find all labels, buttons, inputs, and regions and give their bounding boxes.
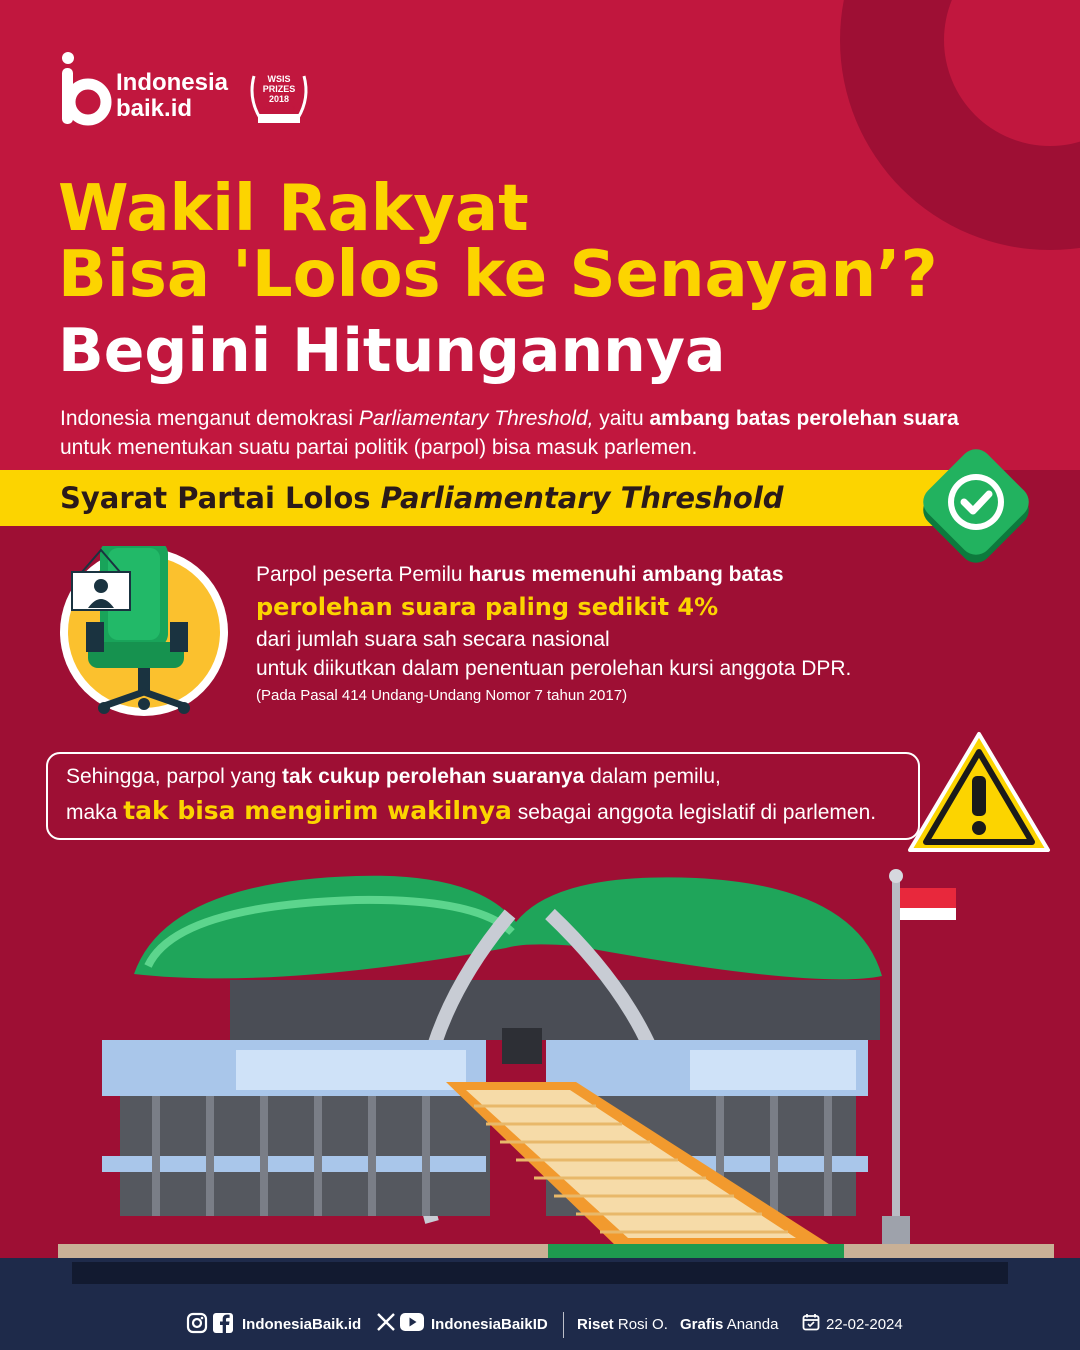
req-line-1: Parpol peserta Pemilu — [256, 563, 469, 586]
riset-name: Rosi O. — [617, 1316, 668, 1333]
req-line-4: untuk diikutkan dalam penentuan perolehan kursi anggota DPR. — [256, 657, 852, 680]
intro-text: Indonesia menganut demokrasi — [60, 407, 359, 430]
intro-paragraph — [60, 404, 1040, 462]
award-line-2: PRIZES — [262, 84, 296, 94]
req-line-1-bold: harus memenuhi ambang batas — [468, 563, 784, 586]
warn-line-1-bold: tak cukup perolehan suaranya — [282, 765, 585, 788]
award-line-4: WINNER — [262, 105, 296, 114]
grafis-name: Ananda — [726, 1316, 779, 1333]
warn-line-1a: Sehingga, parpol yang — [66, 765, 282, 788]
req-highlight: perolehan suara paling sedikit 4% — [256, 593, 719, 621]
parliament-building-illustration — [56, 862, 1056, 1262]
wsis-award-icon — [246, 68, 312, 130]
publish-date: 22-02-2024 — [826, 1316, 903, 1333]
warn-line-2c: sebagai anggota legislatif di parlemen. — [511, 801, 877, 824]
title-yellow — [58, 172, 938, 312]
riset-label: Riset — [577, 1316, 614, 1333]
brand-line-2: baik.id — [116, 95, 193, 122]
x-icon[interactable] — [376, 1312, 396, 1336]
intro-bold: ambang batas perolehan suara — [649, 407, 959, 430]
instagram-icon[interactable] — [186, 1312, 208, 1338]
req-source: (Pada Pasal 414 Undang-Undang Nomor 7 tahun 2017) — [256, 687, 628, 704]
social-handle-2[interactable] — [431, 1316, 548, 1333]
intro-text-mid: yaitu — [593, 407, 650, 430]
intro-italic: Parliamentary Threshold, — [358, 407, 594, 430]
facebook-icon[interactable] — [212, 1312, 234, 1338]
footer — [0, 1310, 1080, 1342]
check-badge-icon — [912, 442, 1040, 570]
credit-riset — [577, 1316, 668, 1333]
social-handle-1[interactable] — [242, 1316, 361, 1333]
section-heading-italic: Parliamentary Threshold — [380, 481, 784, 515]
warn-line-1c: dalam pemilu, — [584, 765, 721, 788]
warn-highlight: tak bisa mengirim wakilnya — [123, 796, 512, 825]
requirement-text — [256, 560, 1056, 709]
award-line-1: WSIS — [267, 74, 291, 84]
building-shadow — [72, 1262, 1008, 1284]
intro-text-2: untuk menentukan suatu partai politik (parpol) bisa masuk parlemen. — [60, 436, 698, 459]
brand-line-1: Indonesia — [116, 69, 229, 96]
credit-grafis — [680, 1316, 778, 1333]
warn-line-2a: maka — [66, 801, 124, 824]
award-line-3: 2018 — [268, 94, 290, 104]
warning-triangle-icon — [906, 730, 1052, 854]
title-line-1: Wakil Rakyat — [58, 172, 529, 246]
section-heading — [60, 474, 784, 522]
indonesiabaik-logo-icon — [60, 50, 116, 130]
social-handle-1-text: IndonesiaBaik.id — [242, 1316, 362, 1333]
youtube-icon[interactable] — [400, 1313, 424, 1335]
section-heading-text: Syarat Partai Lolos — [60, 481, 381, 515]
title-line-2: Bisa 'Lolos ke Senayan’? — [58, 238, 938, 312]
brand-name — [116, 70, 228, 122]
calendar-icon — [802, 1313, 820, 1335]
title-line-3: Begini Hitungannya — [58, 316, 726, 386]
social-handle-2-text: IndonesiaBaikID — [431, 1316, 548, 1333]
footer-divider — [563, 1312, 564, 1338]
warning-text — [66, 760, 906, 830]
grafis-label: Grafis — [680, 1316, 724, 1333]
req-line-3: dari jumlah suara sah secara nasional — [256, 628, 610, 651]
office-chair-icon — [58, 546, 230, 718]
